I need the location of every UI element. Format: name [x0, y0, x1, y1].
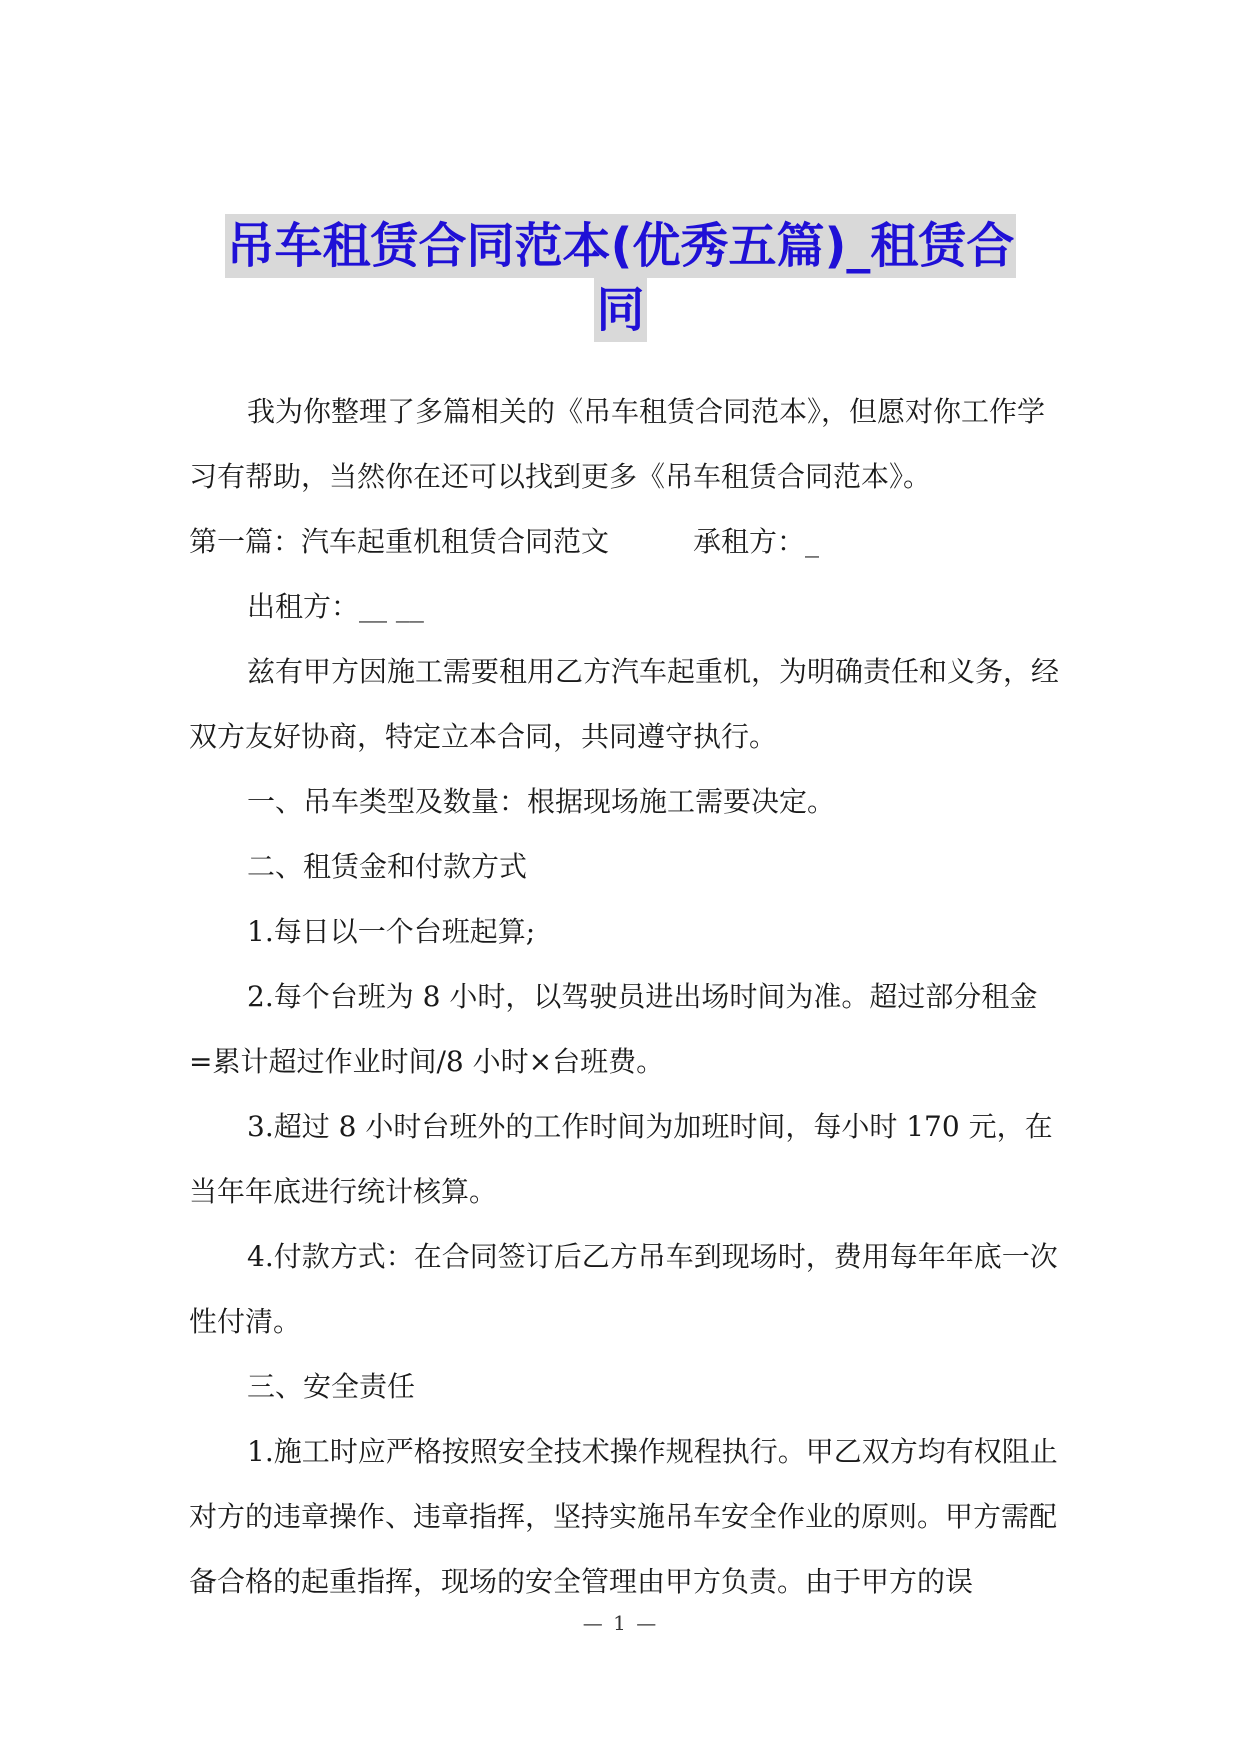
clause-two-item-2: 2.每个台班为 8 小时，以驾驶员进出场时间为准。超过部分租金=累计超过作业时间/8 小时×台班费。 [189, 980, 1038, 1078]
preamble-paragraph: 兹有甲方因施工需要租用乙方汽车起重机，为明确责任和义务，经双方友好协商，特定立本合同，共同遵守执行。 [189, 655, 1060, 753]
clause-two-item-1: 1.每日以一个台班起算; [247, 915, 536, 948]
clause-three-heading: 三、安全责任 [247, 1370, 416, 1403]
intro-paragraph: 我为你整理了多篇相关的《吊车租赁合同范本》，但愿对你工作学习有帮助，当然你在还可以找到更多《吊车租赁合同范本》。 [189, 395, 1046, 493]
clause-two-item-4: 4.付款方式：在合同签订后乙方吊车到现场时，费用每年年底一次性付清。 [189, 1240, 1058, 1338]
document-title [150, 214, 1091, 342]
document-body [189, 379, 1059, 1614]
lessor-line: 出租方：__ __ [247, 590, 424, 623]
page-number: — 1 — [582, 1611, 659, 1635]
clause-two-heading: 二、租赁金和付款方式 [247, 850, 528, 883]
clause-three-item-1: 1.施工时应严格按照安全技术操作规程执行。甲乙双方均有权阻止对方的违章操作、违章指挥，坚持实施吊车安全作业的原则。甲方需配备合格的起重指挥，现场的安全管理由甲方负责。由于甲方的误 [189, 1435, 1058, 1598]
clause-one: 一、吊车类型及数量：根据现场施工需要决定。 [247, 785, 836, 818]
title-line-2: 同 [594, 278, 646, 342]
section-heading-first: 第一篇：汽车起重机租赁合同范文 承租方：_ [189, 525, 820, 558]
clause-two-item-3: 3.超过 8 小时台班外的工作时间为加班时间，每小时 170 元，在当年年底进行统计核算。 [189, 1110, 1053, 1208]
title-line-1: 吊车租赁合同范本(优秀五篇)_租赁合 [225, 214, 1017, 278]
